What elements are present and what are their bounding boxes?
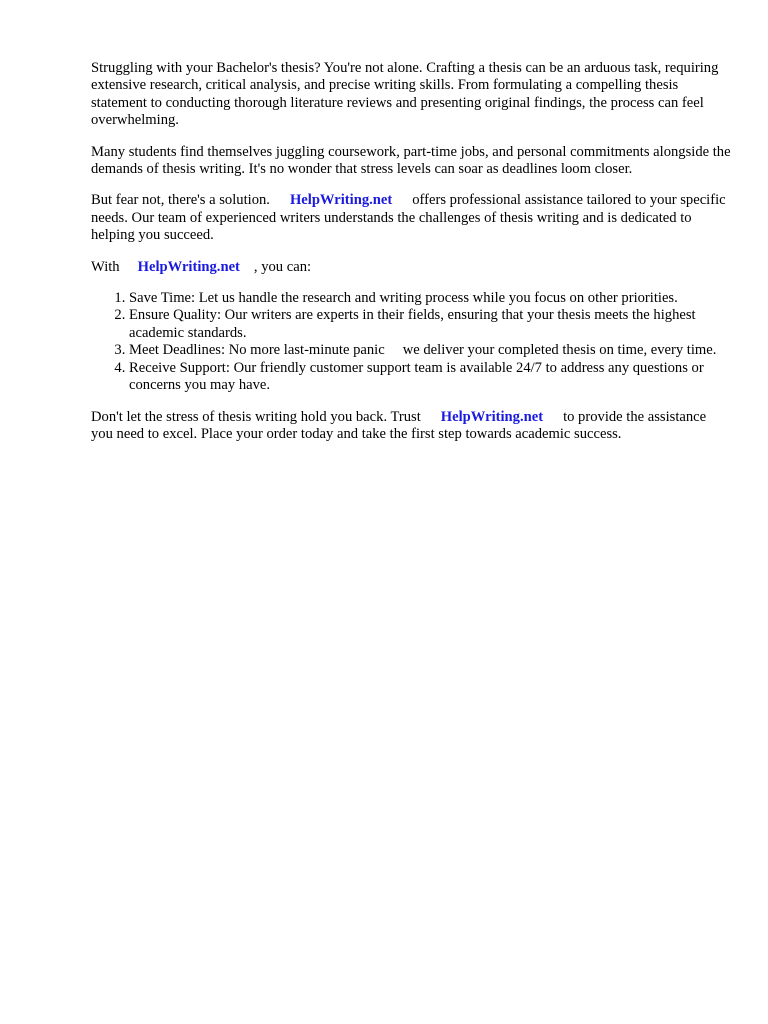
paragraph-solution — [91, 192, 731, 244]
list-item — [129, 342, 731, 359]
solution-text-after: offers professional assistance tailored to your specific needs. Our team of experienced writers understands the challenges of thesis writing and is dedicated to helping you succeed. — [91, 192, 726, 244]
paragraph-intro: Struggling with your Bachelor's thesis? You're not alone. Crafting a thesis can be an arduous task, requiring extensive research, critical analysis, and precise writing skills. From formulating a compelling thesis statement to conducting thorough literature reviews and presenting original findings, the process can feel overwhelming. — [91, 60, 719, 129]
list-item-text-after: we deliver your completed thesis on time, every time. — [402, 342, 717, 359]
solution-text-before: But fear not, there's a solution. — [91, 192, 270, 209]
paragraph-with — [91, 259, 731, 276]
list-item-text-before: Meet Deadlines: No more last-minute panic — [129, 342, 385, 359]
closing-text-before: Don't let the stress of thesis writing hold you back. Trust — [91, 408, 421, 425]
with-text-after: , you can: — [253, 258, 312, 275]
closing-text-after: to provide the assistance you need to excel. Place your order today and take the first step towards academic success. — [91, 408, 707, 442]
helpwriting-link[interactable]: HelpWriting.net — [137, 258, 240, 275]
benefits-list — [91, 290, 731, 394]
list-item: 2. Ensure Quality: Our writers are experts in their fields, ensuring that your thesis meets the highest academic standards. — [129, 307, 731, 342]
helpwriting-link[interactable]: HelpWriting.net — [440, 408, 544, 425]
paragraph-struggles: Many students find themselves juggling coursework, part-time jobs, and personal commitments alongside the demands of thesis writing. It's no wonder that stress levels can soar as deadlines loom closer. — [91, 143, 731, 178]
with-text-before: With — [91, 258, 120, 275]
list-item: 1. Save Time: Let us handle the research and writing process while you focus on other priorities. — [129, 290, 731, 307]
paragraph-closing — [91, 409, 731, 444]
document-body — [91, 60, 731, 457]
list-item: 4. Receive Support: Our friendly customer support team is available 24/7 to address any questions or concerns you may have. — [129, 360, 731, 395]
helpwriting-link[interactable]: HelpWriting.net — [289, 192, 393, 209]
